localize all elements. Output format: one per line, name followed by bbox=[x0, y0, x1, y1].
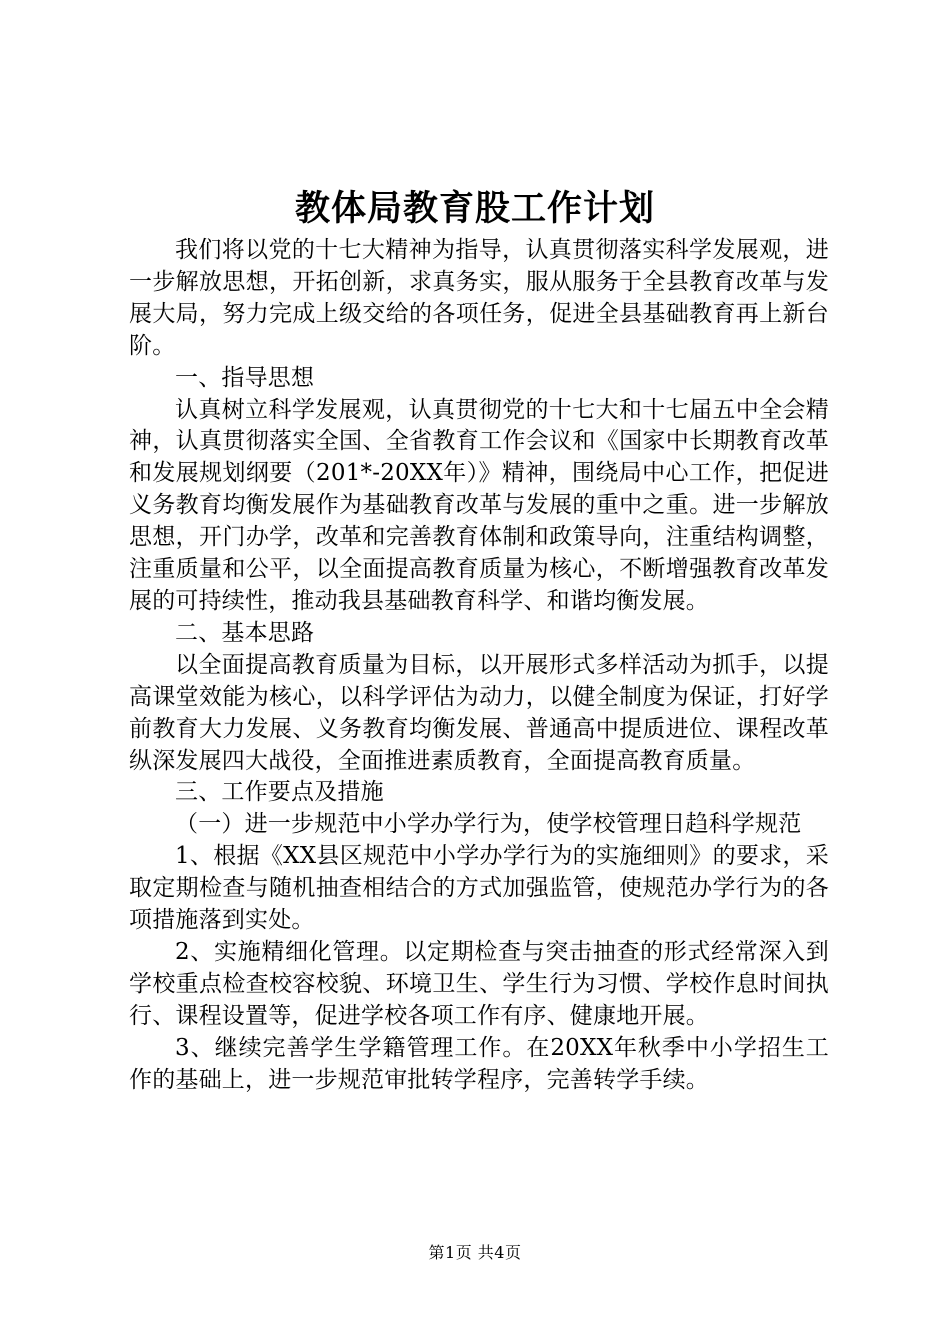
basic-approach-paragraph: 以全面提高教育质量为目标，以开展形式多样活动为抓手，以提高课堂效能为核心，以科学评估为动力，以健全制度为保证，打好学前教育大力发展、义务教育均衡发展、普通高中提质进位、课程改革纵深发展四大战役，全面推进素质教育，全面提高教育质量。 bbox=[129, 651, 829, 774]
document-title: 教体局教育股工作计划 bbox=[294, 189, 655, 229]
guiding-ideology-paragraph: 认真树立科学发展观，认真贯彻党的十七大和十七届五中全会精神，认真贯彻落实全国、全省教育工作会议和《国家中长期教育改革和发展规划纲要（201*-20XX年）》精神，围绕局中心工作，把促进义务教育均衡发展作为基础教育改革与发展的重中之重。进一步解放思想，开门办学，改革和完善教育体制和政策导向，注重结构调整，注重质量和公平，以全面提高教育质量为核心，不断增强教育改革发展的可持续性，推动我县基础教育科学、和谐均衡发展。 bbox=[129, 396, 829, 614]
section-heading-key-points: 三、工作要点及措施 bbox=[175, 779, 384, 806]
document-body bbox=[129, 235, 829, 1096]
item-paragraph-2: 2、实施精细化管理。以定期检查与突击抽查的形式经常深入到学校重点检查校容校貌、环境卫生、学生行为习惯、学校作息时间执行、课程设置等，促进学校各项工作有序、健康地开展。 bbox=[129, 938, 829, 1029]
subsection-heading-1: （一）进一步规范中小学办学行为，使学校管理日趋科学规范 bbox=[175, 811, 802, 838]
section-heading-guiding-ideology: 一、指导思想 bbox=[175, 364, 315, 391]
item-paragraph-3: 3、继续完善学生学籍管理工作。在20XX年秋季中小学招生工作的基础上，进一步规范审批转学程序，完善转学手续。 bbox=[129, 1034, 829, 1093]
intro-paragraph: 我们将以党的十七大精神为指导，认真贯彻落实科学发展观，进一步解放思想，开拓创新，求真务实，服从服务于全县教育改革与发展大局，努力完成上级交给的各项任务，促进全县基础教育再上新台阶。 bbox=[129, 237, 829, 359]
page-footer: 第1页 共4页 bbox=[428, 1243, 522, 1262]
item-paragraph-1: 1、根据《XX县区规范中小学办学行为的实施细则》的要求，采取定期检查与随机抽查相结合的方式加强监管，使规范办学行为的各项措施落到实处。 bbox=[129, 843, 829, 934]
section-heading-basic-approach: 二、基本思路 bbox=[175, 619, 315, 646]
